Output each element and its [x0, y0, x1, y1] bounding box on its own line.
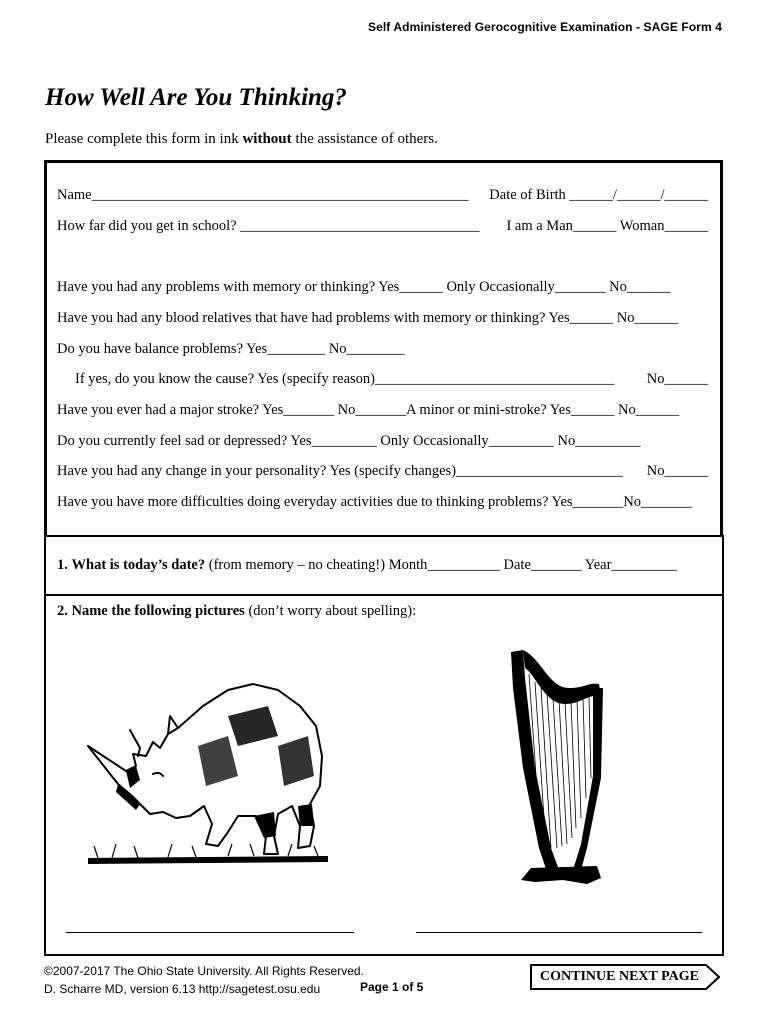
- rhino-answer-line[interactable]: [66, 932, 354, 933]
- question-1-box: [44, 535, 724, 596]
- gender-field[interactable]: I am a Man______ Woman______: [506, 218, 708, 234]
- copyright: ©2007-2017 The Ohio State University. All Rights Reserved.: [44, 964, 364, 978]
- question-1[interactable]: [57, 557, 712, 574]
- form-header: Self Administered Gerocognitive Examination - SAGE Form 4: [368, 20, 722, 34]
- continue-label: CONTINUE NEXT PAGE: [540, 969, 699, 984]
- question-2: [57, 603, 416, 620]
- name-field[interactable]: Name____________________________________________________: [57, 187, 469, 203]
- cause-question[interactable]: If yes, do you know the cause? Yes (specify reason)_________________________________: [75, 371, 615, 387]
- question-2-number: 2.: [57, 603, 68, 619]
- personality-no-field[interactable]: No______: [646, 463, 708, 479]
- rhinoceros-drawing-icon: [78, 676, 338, 866]
- question-2-title: Name the following pictures: [71, 603, 245, 619]
- personality-row: [57, 463, 708, 480]
- instructions-emphasis: without: [242, 131, 292, 147]
- question-2-text: (don’t worry about spelling):: [244, 603, 417, 619]
- instructions: [45, 131, 438, 148]
- page-title: How Well Are You Thinking?: [45, 84, 347, 111]
- cause-row: [75, 371, 708, 388]
- credit: D. Scharre MD, version 6.13 http://sagetest.osu.edu: [44, 982, 321, 996]
- personality-question[interactable]: Have you had any change in your personality? Yes (specify changes)_______________________: [57, 463, 623, 479]
- harp-drawing-icon: [501, 648, 621, 888]
- name-row: [57, 187, 708, 204]
- memory-question[interactable]: Have you had any problems with memory or thinking? Yes______ Only Occasionally_______ No______: [57, 279, 671, 295]
- demographics-box: [44, 160, 723, 538]
- question-2-box: [44, 594, 724, 956]
- continue-next-page-button[interactable]: [530, 964, 720, 990]
- everyday-question[interactable]: Have you have more difficulties doing everyday activities due to thinking problems? Yes_______No_______: [57, 494, 692, 510]
- instructions-text-end: the assistance of others.: [291, 131, 438, 147]
- dob-field[interactable]: Date of Birth ______/______/______: [489, 187, 708, 203]
- question-1-number: 1.: [57, 557, 68, 573]
- school-row: [57, 218, 708, 235]
- cause-no-field[interactable]: No______: [646, 371, 708, 387]
- stroke-question[interactable]: Have you ever had a major stroke? Yes_______ No_______A minor or mini-stroke? Yes______ No______: [57, 402, 680, 418]
- school-field[interactable]: How far did you get in school? _________________________________: [57, 218, 480, 234]
- page-number: Page 1 of 5: [360, 980, 424, 994]
- question-1-text: (from memory – no cheating!) Month__________ Date_______ Year_________: [205, 557, 677, 573]
- relatives-question[interactable]: Have you had any blood relatives that have had problems with memory or thinking? Yes______ No______: [57, 310, 678, 326]
- question-1-title: What is today’s date?: [71, 557, 206, 573]
- instructions-text: Please complete this form in ink: [45, 131, 243, 147]
- sad-question[interactable]: Do you currently feel sad or depressed? Yes_________ Only Occasionally_________ No_________: [57, 433, 641, 449]
- harp-answer-line[interactable]: [416, 932, 702, 933]
- balance-question[interactable]: Do you have balance problems? Yes________ No________: [57, 341, 405, 357]
- footer: [44, 962, 364, 998]
